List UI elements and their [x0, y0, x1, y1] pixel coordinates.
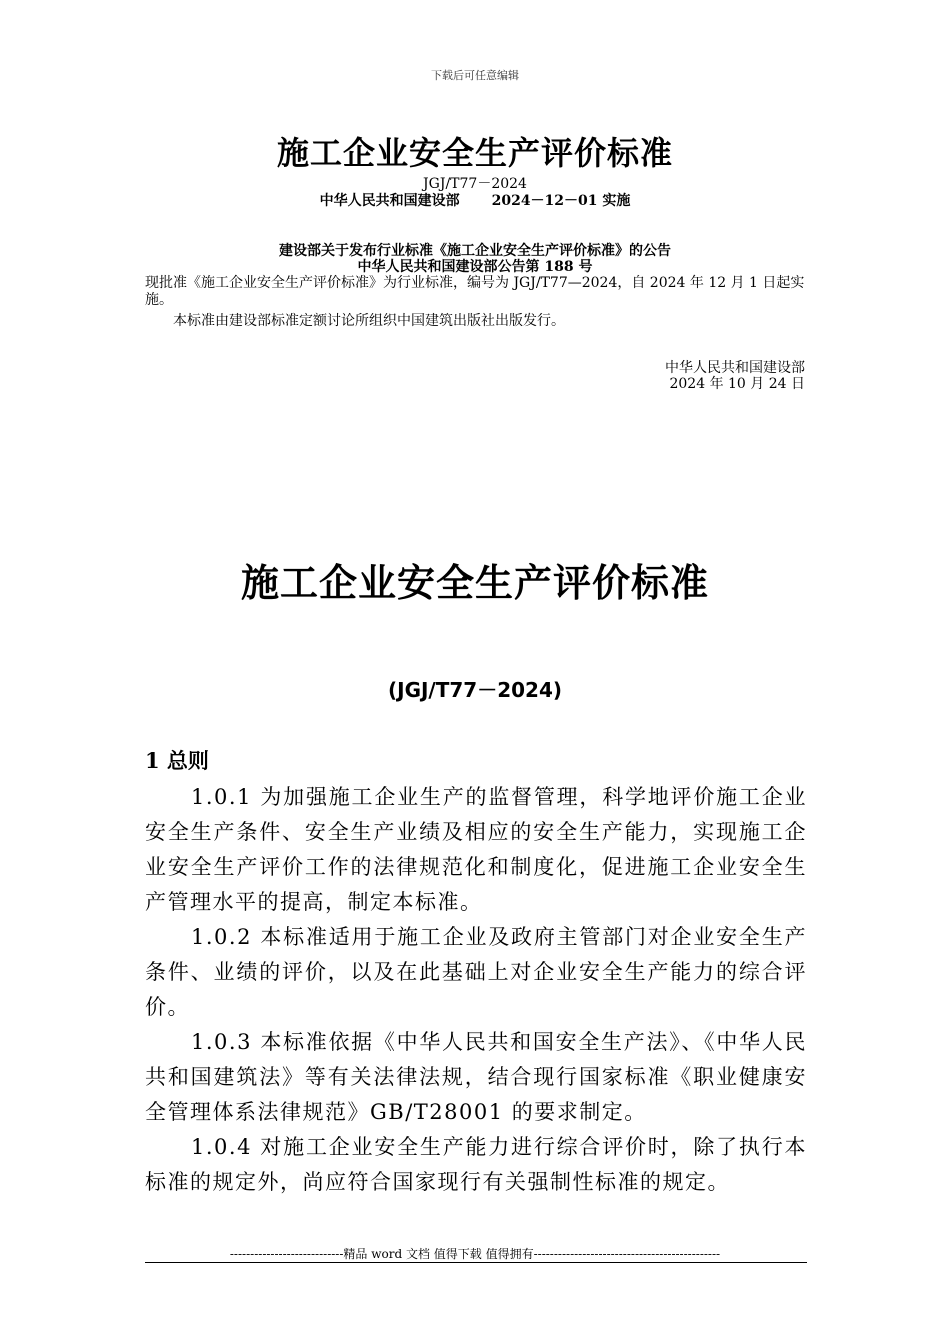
main-title: 施工企业安全生产评价标准	[240, 560, 709, 605]
signature-org: 中华人民共和国建设部	[665, 360, 805, 376]
announcement-paragraph-2: 本标准由建设部标准定额讨论所组织中国建筑出版社出版发行。	[173, 313, 565, 329]
clause-1-0-2: 1.0.2 本标准适用于施工企业及政府主管部门对企业安全生产条件、业绩的评价，以及在此基础上对企业安全生产能力的综合评价。	[145, 925, 807, 1019]
clause-1-0-1: 1.0.1 为加强施工企业生产的监督管理，科学地评价施工企业安全生产条件、安全生产业绩及相应的安全生产能力，实现施工企业安全生产评价工作的法律规范化和制度化，促进施工企业安全生产管理水平的提高，制定本标准。	[145, 785, 807, 914]
chapter-heading: 1 总则	[145, 748, 209, 773]
clause-1-0-4: 1.0.4 对施工企业安全生产能力进行综合评价时，除了执行本标准的规定外，尚应符合国家现行有关强制性标准的规定。	[145, 1135, 807, 1194]
issuer-name: 中华人民共和国建设部	[319, 193, 460, 209]
document-title: 施工企业安全生产评价标准	[276, 134, 673, 172]
announcement-paragraph-1: 现批准《施工企业安全生产评价标准》为行业标准，编号为 JGJ/T77—2024，自 2024 年 12 月 1 日起实施。	[145, 275, 805, 308]
announcement-number: 中华人民共和国建设部公告第 188 号	[357, 259, 593, 275]
effective-date: 2024－12－01 实施	[491, 193, 631, 209]
clauses-body	[145, 780, 807, 1200]
announcement-title: 建设部关于发布行业标准《施工企业安全生产评价标准》的公告	[279, 243, 671, 259]
signature-date: 2024 年 10 月 24 日	[669, 376, 805, 392]
main-standard-code: (JGJ/T77－2024)	[387, 678, 563, 702]
header-note: 下载后可任意编辑	[431, 69, 519, 82]
issuer-line	[0, 193, 950, 209]
clause-1-0-3: 1.0.3 本标准依据《中华人民共和国安全生产法》、《中华人民共和国建筑法》等有关法律法规，结合现行国家标准《职业健康安全管理体系法律规范》GB/T28001 的要求制定。	[145, 1030, 807, 1124]
footer-note: ----------------------------精品 word 文档 值得下载 值得拥有----------------------------------------------	[229, 1247, 721, 1261]
footer-rule	[145, 1262, 807, 1263]
standard-code: JGJ/T77－2024	[423, 176, 527, 192]
